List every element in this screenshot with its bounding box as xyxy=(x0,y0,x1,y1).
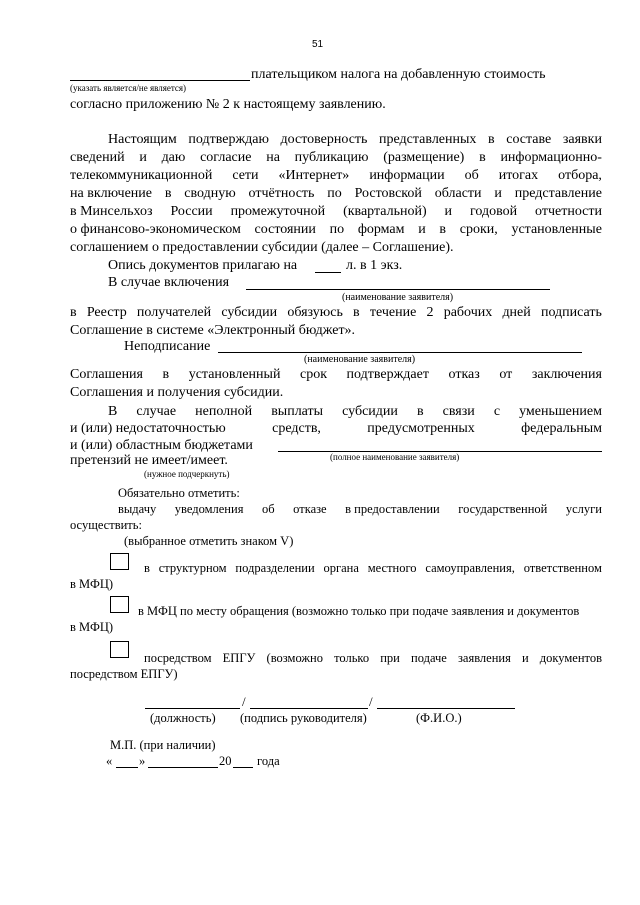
option-3-line-1-word: ЕПГУ xyxy=(222,651,256,665)
year-prefix: 20 xyxy=(219,754,232,768)
partial-line-2 xyxy=(70,422,602,436)
option-3-line-1-word: посредством xyxy=(144,651,212,665)
confirm-line-6-word: сроки, xyxy=(459,222,498,237)
nonsign-line-1-word: Соглашения xyxy=(70,367,143,382)
inclusion-prefix: В случае включения xyxy=(108,275,230,290)
confirm-line-3-word: телекоммуникационной xyxy=(70,168,213,183)
inclusion-hint: (наименование заявителя) xyxy=(342,292,454,303)
nonsign-line-2: Соглашения и получения субсидии. xyxy=(70,385,284,400)
option-1-line-1-word: самоуправления, xyxy=(425,561,515,575)
nonsign-line-1-word: в xyxy=(162,367,170,382)
partial-line-1-word: случае xyxy=(136,404,177,419)
confirm-line-3-word: отбора, xyxy=(558,168,602,183)
option-1-line-1-word: структурном xyxy=(158,561,227,575)
confirm-line-2-word: публикацию xyxy=(294,150,369,165)
nonsign-prefix: Неподписание xyxy=(124,339,211,354)
partial-line-2-word: предусмотренных xyxy=(367,421,475,436)
confirm-line-3-word: итогах xyxy=(498,168,539,183)
confirm-line-6-word: о финансово-экономическом xyxy=(70,222,241,237)
confirm-line-1 xyxy=(108,133,602,147)
confirm-line-2-word: информационно- xyxy=(500,150,602,165)
inclusion-line-1-word: обязуюсь xyxy=(287,305,343,320)
confirm-line-1-word: в xyxy=(488,132,495,147)
confirm-line-4-word: области xyxy=(434,186,482,201)
fio-label: (Ф.И.О.) xyxy=(416,711,462,725)
confirm-line-3-word: об xyxy=(464,168,479,183)
inclusion-line-2: Соглашение в системе «Электронный бюджет». xyxy=(70,323,356,338)
inclusion-line-1-word: 2 xyxy=(426,305,434,320)
partial-line-1-word: с xyxy=(493,404,501,419)
inclusion-line-1-word: Реестр xyxy=(86,305,127,320)
confirm-line-1-word: заявки xyxy=(562,132,602,147)
confirm-line-5-word: отчетности xyxy=(535,204,602,219)
option-3-line-1-word: и xyxy=(521,651,529,665)
confirm-line-1-word: представленных xyxy=(379,132,477,147)
partial-line-1-word: связи xyxy=(442,404,475,419)
option-1-line-1-word: подразделении xyxy=(235,561,315,575)
nonsign-hint: (наименование заявителя) xyxy=(304,354,416,365)
nonsign-line-1-word: отказ xyxy=(448,367,480,382)
inclusion-line-1 xyxy=(70,306,602,320)
signature-blank xyxy=(250,708,368,709)
option-3-line-1-word: при xyxy=(380,651,400,665)
confirm-line-5-word: годовой xyxy=(469,204,518,219)
partial-line-2-word: федеральным xyxy=(521,421,602,436)
month-blank xyxy=(148,767,218,768)
option-3-line-1 xyxy=(144,652,602,665)
notice-line-2: осуществить: xyxy=(70,518,142,532)
option-3-line-1-word: (возможно xyxy=(266,651,323,665)
partial-line-1-word: выплаты xyxy=(271,404,324,419)
confirm-line-6-word: состоянии xyxy=(254,222,316,237)
option-department-checkbox[interactable] xyxy=(110,553,129,570)
inventory-text: Опись документов прилагаю на xyxy=(108,258,298,273)
confirm-line-4-word: в xyxy=(164,186,172,201)
option-3-line-1-word: подаче xyxy=(411,651,447,665)
option-1-line-2: в МФЦ) xyxy=(70,577,114,591)
position-label: (должность) xyxy=(150,711,216,725)
partial-line-1-word: субсидии xyxy=(342,404,398,419)
inclusion-line-1-word: получателей xyxy=(136,305,212,320)
confirm-line-6-word: и xyxy=(418,222,426,237)
confirm-line-5-word: в Минсельхоз xyxy=(70,204,153,219)
partial-line-1-word: В xyxy=(108,404,118,419)
confirm-line-2-word: даю xyxy=(161,150,186,165)
page-number: 51 xyxy=(312,39,324,50)
option-3-line-2: посредством ЕПГУ) xyxy=(70,667,178,681)
year-suffix: года xyxy=(257,754,280,768)
nonsign-line-1-word: срок xyxy=(299,367,327,382)
inclusion-line-1-word: подписать xyxy=(540,305,602,320)
stamp-label: М.П. (при наличии) xyxy=(110,738,216,752)
confirm-line-1-word: Настоящим xyxy=(108,132,177,147)
confirm-line-2-word: сведений xyxy=(70,150,125,165)
inventory-suffix: л. в 1 экз. xyxy=(346,258,403,273)
confirm-line-2-word: и xyxy=(139,150,147,165)
confirm-line-5-word: (квартальной) xyxy=(343,204,427,219)
confirm-line-5-word: России xyxy=(170,204,213,219)
vat-hint: (указать является/не является) xyxy=(70,83,187,93)
slash-1: / xyxy=(242,694,246,709)
day-blank xyxy=(116,767,138,768)
confirm-line-4-word: Ростовской xyxy=(354,186,422,201)
option-epgu-checkbox[interactable] xyxy=(110,641,129,658)
notice-line-1-word: услуги xyxy=(565,502,602,516)
nonsign-line-1-word: подтверждает xyxy=(346,367,429,382)
notice-title: Обязательно отметить: xyxy=(118,486,240,500)
partial-line-2-word: и (или) недостаточностью xyxy=(70,421,226,436)
partial-line-3: и (или) областным бюджетами xyxy=(70,438,253,453)
date-close-quote: » xyxy=(139,754,146,768)
notice-line-1 xyxy=(118,503,602,516)
nonsign-line-1-word: от xyxy=(499,367,513,382)
notice-line-1-word: выдачу xyxy=(118,502,157,516)
partial-line-4: претензий не имеет/имеет. xyxy=(70,453,228,468)
slash-2: / xyxy=(369,694,373,709)
confirm-line-2-word: (размещение) xyxy=(383,150,465,165)
partial-hint: (полное наименование заявителя) xyxy=(330,452,460,462)
notice-line-1-word: отказе xyxy=(293,502,327,516)
partial-line-1-word: неполной xyxy=(195,404,253,419)
confirm-line-6-word: формам xyxy=(357,222,405,237)
option-3-line-1-word: заявления xyxy=(457,651,511,665)
partial-line-1-word: уменьшением xyxy=(519,404,602,419)
confirm-line-4-word: отчётность xyxy=(248,186,315,201)
vat-status-blank xyxy=(70,80,250,81)
option-2-line-2: в МФЦ) xyxy=(70,620,114,634)
partial-line-1-word: в xyxy=(416,404,424,419)
notice-line-1-word: в предоставлении xyxy=(345,502,440,516)
option-2-line-1: в МФЦ по месту обращения (возможно только при подаче заявления и документов xyxy=(138,604,580,618)
notice-line-1-word: уведомления xyxy=(174,502,244,516)
inclusion-line-1-word: в xyxy=(70,305,77,320)
confirm-line-3-word: «Интернет» xyxy=(278,168,350,183)
confirm-line-6-word: установленные xyxy=(511,222,602,237)
confirm-line-2-word: согласие xyxy=(200,150,252,165)
underline-hint: (нужное подчеркнуть) xyxy=(144,469,230,479)
inclusion-line-1-word: дней xyxy=(502,305,531,320)
nonsign-line-1 xyxy=(70,368,602,382)
confirm-line-3-word: информации xyxy=(369,168,445,183)
signature-label: (подпись руководителя) xyxy=(240,711,367,725)
inclusion-line-1-word: субсидии xyxy=(221,305,278,320)
confirm-line-4-word: и xyxy=(494,186,502,201)
option-1-line-1-word: ответственном xyxy=(523,561,602,575)
confirm-line-6-word: в xyxy=(439,222,447,237)
notice-line-1-word: государственной xyxy=(458,502,548,516)
option-1-line-1-word: в xyxy=(144,561,150,575)
confirm-line-2-word: на xyxy=(266,150,280,165)
full-name-blank xyxy=(377,708,515,709)
date-open-quote: « xyxy=(106,754,113,768)
option-3-line-1-word: только xyxy=(334,651,370,665)
notice-line-1-word: об xyxy=(261,502,275,516)
nonsign-line-1-word: заключения xyxy=(531,367,602,382)
confirm-line-7: соглашением о предоставлении субсидии (далее – Соглашение). xyxy=(70,240,454,255)
year-blank xyxy=(233,767,253,768)
position-blank xyxy=(145,708,240,709)
partial-line-2-word: средств, xyxy=(272,421,321,436)
confirm-line-6 xyxy=(70,223,602,237)
nonsign-line-1-word: установленный xyxy=(188,367,281,382)
option-mfc-checkbox[interactable] xyxy=(110,596,129,613)
option-3-line-1-word: документов xyxy=(539,651,602,665)
confirm-line-5-word: и xyxy=(444,204,453,219)
vat-text-1: плательщиком налога на добавленную стоимость xyxy=(251,67,546,82)
confirm-line-4 xyxy=(70,187,602,201)
confirm-line-1-word: достоверность xyxy=(280,132,368,147)
confirm-line-4-word: представление xyxy=(514,186,602,201)
confirm-line-1-word: составе xyxy=(506,132,552,147)
confirm-line-2 xyxy=(70,151,602,165)
applicant-name-blank-1 xyxy=(246,289,550,290)
confirm-line-1-word: подтверждаю xyxy=(188,132,269,147)
confirm-line-3 xyxy=(70,169,602,183)
confirm-line-3-word: сети xyxy=(232,168,259,183)
confirm-line-6-word: по xyxy=(329,222,345,237)
confirm-line-4-word: по xyxy=(327,186,342,201)
confirm-line-2-word: в xyxy=(479,150,486,165)
confirm-line-5-word: промежуточной xyxy=(230,204,326,219)
option-1-line-1 xyxy=(144,562,602,575)
option-1-line-1-word: местного xyxy=(367,561,417,575)
inclusion-line-1-word: в xyxy=(353,305,360,320)
confirm-line-5 xyxy=(70,205,602,219)
confirm-line-4-word: сводную xyxy=(184,186,236,201)
inclusion-line-1-word: рабочих xyxy=(443,305,493,320)
applicant-name-blank-2 xyxy=(218,352,582,353)
inclusion-line-1-word: течение xyxy=(369,305,417,320)
confirm-line-4-word: на включение xyxy=(70,186,152,201)
vat-text-2: согласно приложению № 2 к настоящему заявлению. xyxy=(70,97,386,112)
sheets-count-blank xyxy=(315,272,341,273)
option-1-line-1-word: органа xyxy=(323,561,359,575)
mark-hint: (выбранное отметить знаком V) xyxy=(124,534,294,548)
partial-line-1 xyxy=(108,405,602,419)
